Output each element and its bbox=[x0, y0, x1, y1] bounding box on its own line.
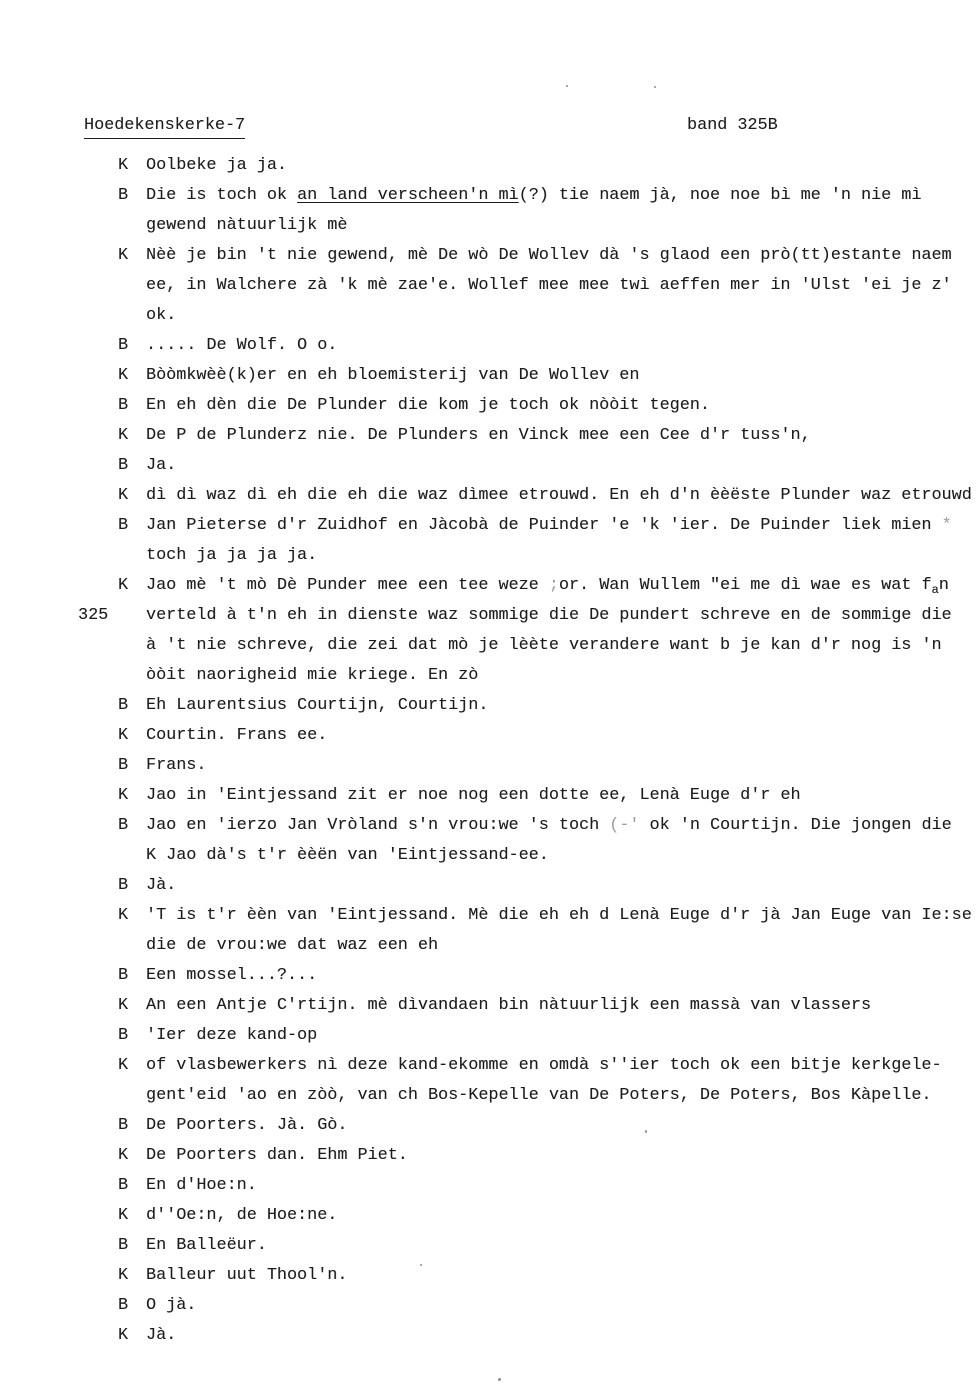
line-text: Jao mè 't mò Dè Punder mee een tee weze ;or. Wan Wullem "ei me dì wae es wat $f_an$ bbox=[146, 576, 949, 597]
transcript-line bbox=[0, 216, 979, 246]
speaker-label: K bbox=[118, 786, 129, 805]
line-text: Die is toch ok an land verscheen'n mì(?) tie naem jà, noe noe bì me 'n nie mì bbox=[146, 186, 922, 205]
line-text: Jan Pieterse d'r Zuidhof en Jàcobà de Puinder 'e 'k 'ier. De Puinder liek mien * bbox=[146, 516, 952, 535]
speaker-label: B bbox=[118, 1176, 129, 1195]
line-text: De P de Plunderz nie. De Plunders en Vinck mee een Cee d'r tuss'n, bbox=[146, 426, 811, 445]
speaker-label: B bbox=[118, 816, 129, 835]
speaker-label: K bbox=[118, 1266, 129, 1285]
transcript-line bbox=[0, 696, 979, 726]
line-text: gewend nàtuurlijk mè bbox=[146, 216, 348, 235]
line-text: De Poorters. Jà. Gò. bbox=[146, 1116, 348, 1135]
speaker-label: K bbox=[118, 1326, 129, 1345]
line-text: Nèè je bin 't nie gewend, mè De wò De Wollev dà 's glaod een prò(tt)estante naem bbox=[146, 246, 952, 265]
speaker-label: K bbox=[118, 906, 129, 925]
line-text: òòit naorigheid mie kriege. En zò bbox=[146, 666, 479, 685]
transcript-line bbox=[0, 996, 979, 1026]
scan-speck bbox=[498, 1378, 501, 1381]
transcript-line bbox=[0, 726, 979, 756]
transcript bbox=[0, 156, 979, 1356]
transcript-line bbox=[0, 756, 979, 786]
speaker-label: K bbox=[118, 246, 129, 265]
transcript-line bbox=[0, 1266, 979, 1296]
transcript-line bbox=[0, 816, 979, 846]
line-text: Eh Laurentsius Courtijn, Courtijn. bbox=[146, 696, 489, 715]
transcript-line bbox=[0, 546, 979, 576]
transcript-line bbox=[0, 246, 979, 276]
speaker-label: B bbox=[118, 966, 129, 985]
speaker-label: K bbox=[118, 996, 129, 1015]
line-text: of vlasbewerkers nì deze kand-ekomme en omdà s''ier toch ok een bitje kerkgele- bbox=[146, 1056, 942, 1075]
transcript-line bbox=[0, 1026, 979, 1056]
transcript-line bbox=[0, 156, 979, 186]
speaker-label: K bbox=[118, 1146, 129, 1165]
line-text: Jà. bbox=[146, 876, 177, 895]
transcript-line bbox=[0, 426, 979, 456]
line-text: Ja. bbox=[146, 456, 177, 475]
line-text: à 't nie schreve, die zei dat mò je lèète verandere want b je kan d'r nog is 'n bbox=[146, 636, 942, 655]
line-text: ee, in Walchere zà 'k mè zae'e. Wollef mee mee twì aeffen mer in 'Ulst 'ei je z' bbox=[146, 276, 952, 295]
transcript-line bbox=[0, 1236, 979, 1266]
transcript-line bbox=[0, 636, 979, 666]
transcript-line bbox=[0, 1296, 979, 1326]
page-title: Hoedekenskerke-7 bbox=[84, 116, 245, 139]
scan-speck bbox=[654, 86, 656, 88]
transcript-line bbox=[0, 876, 979, 906]
speaker-label: B bbox=[118, 456, 129, 475]
transcript-line bbox=[0, 936, 979, 966]
line-text: Jao en 'ierzo Jan Vròland s'n vrou:we 's toch (-' ok 'n Courtijn. Die jongen die bbox=[146, 816, 952, 835]
transcript-line bbox=[0, 456, 979, 486]
speaker-label: K bbox=[118, 726, 129, 745]
line-text: 'T is t'r èèn van 'Eintjessand. Mè die eh eh d Lenà Euge d'r jà Jan Euge van Ie:se bbox=[146, 906, 972, 925]
line-text: Balleur uut Thool'n. bbox=[146, 1266, 348, 1285]
transcript-line bbox=[0, 906, 979, 936]
transcript-line bbox=[0, 306, 979, 336]
speaker-label: B bbox=[118, 1116, 129, 1135]
line-text: gent'eid 'ao en zòò, van ch Bos-Kepelle van De Poters, De Poters, Bos Kàpelle. bbox=[146, 1086, 932, 1105]
line-text: En eh dèn die De Plunder die kom je toch ok nòòit tegen. bbox=[146, 396, 710, 415]
speaker-label: B bbox=[118, 876, 129, 895]
speaker-label: B bbox=[118, 186, 129, 205]
transcript-line bbox=[0, 486, 979, 516]
speaker-label: K bbox=[118, 1056, 129, 1075]
line-text: toch ja ja ja ja. bbox=[146, 546, 318, 565]
transcript-line bbox=[0, 606, 979, 636]
speaker-label: K bbox=[118, 486, 129, 505]
speaker-label: B bbox=[118, 756, 129, 775]
line-text: De Poorters dan. Ehm Piet. bbox=[146, 1146, 408, 1165]
line-text: En d'Hoe:n. bbox=[146, 1176, 257, 1195]
line-text: En Balleëur. bbox=[146, 1236, 267, 1255]
speaker-label: K bbox=[118, 1206, 129, 1225]
line-text: Oolbeke ja ja. bbox=[146, 156, 287, 175]
transcript-line bbox=[0, 1056, 979, 1086]
line-text: Frans. bbox=[146, 756, 207, 775]
speaker-label: B bbox=[118, 696, 129, 715]
speaker-label: B bbox=[118, 516, 129, 535]
transcript-line bbox=[0, 846, 979, 876]
scan-speck bbox=[566, 85, 568, 87]
transcript-line bbox=[0, 516, 979, 546]
band-label: band 325B bbox=[687, 116, 778, 135]
line-text: die de vrou:we dat waz een eh bbox=[146, 936, 439, 955]
line-text: Jao in 'Eintjessand zit er noe nog een dotte ee, Lenà Euge d'r eh bbox=[146, 786, 801, 805]
transcript-line bbox=[0, 966, 979, 996]
line-text: An een Antje C'rtijn. mè dìvandaen bin nàtuurlijk een massà van vlassers bbox=[146, 996, 872, 1015]
transcript-line bbox=[0, 666, 979, 696]
line-text: O jà. bbox=[146, 1296, 197, 1315]
line-text: dì dì waz dì eh die eh die waz dìmee etrouwd. En eh d'n èèëste Plunder waz etrouwd bbox=[146, 486, 972, 505]
line-text: Bòòmkwèè(k)er en eh bloemisterij van De Wollev en bbox=[146, 366, 640, 385]
speaker-label: K bbox=[118, 576, 129, 595]
transcript-line bbox=[0, 1116, 979, 1146]
scan-speck bbox=[420, 1264, 422, 1266]
speaker-label: B bbox=[118, 1026, 129, 1045]
margin-line-number: 325 bbox=[78, 606, 109, 625]
line-text: Een mossel...?... bbox=[146, 966, 318, 985]
transcript-line bbox=[0, 1176, 979, 1206]
transcript-line bbox=[0, 1326, 979, 1356]
transcript-line bbox=[0, 186, 979, 216]
scan-speck bbox=[645, 1130, 647, 1133]
transcript-line bbox=[0, 1206, 979, 1236]
transcript-line bbox=[0, 336, 979, 366]
speaker-label: B bbox=[118, 1236, 129, 1255]
line-text: d''Oe:n, de Hoe:ne. bbox=[146, 1206, 338, 1225]
line-text: ok. bbox=[146, 306, 177, 325]
line-text: 'Ier deze kand-op bbox=[146, 1026, 318, 1045]
speaker-label: B bbox=[118, 396, 129, 415]
transcript-line bbox=[0, 786, 979, 816]
speaker-label: K bbox=[118, 426, 129, 445]
speaker-label: K bbox=[118, 366, 129, 385]
line-text: verteld à t'n eh in dienste waz sommige die De pundert schreve en de sommige die bbox=[146, 606, 952, 625]
speaker-label: B bbox=[118, 1296, 129, 1315]
transcript-line bbox=[0, 276, 979, 306]
transcript-line bbox=[0, 1146, 979, 1176]
transcript-line bbox=[0, 1086, 979, 1116]
transcript-line bbox=[0, 396, 979, 426]
line-text: Courtin. Frans ee. bbox=[146, 726, 328, 745]
line-text: ..... De Wolf. O o. bbox=[146, 336, 338, 355]
line-text: K Jao dà's t'r èèën van 'Eintjessand-ee. bbox=[146, 846, 549, 865]
speaker-label: B bbox=[118, 336, 129, 355]
speaker-label: K bbox=[118, 156, 129, 175]
line-text: Jà. bbox=[146, 1326, 177, 1345]
transcript-line bbox=[0, 366, 979, 396]
transcript-line bbox=[0, 576, 979, 606]
